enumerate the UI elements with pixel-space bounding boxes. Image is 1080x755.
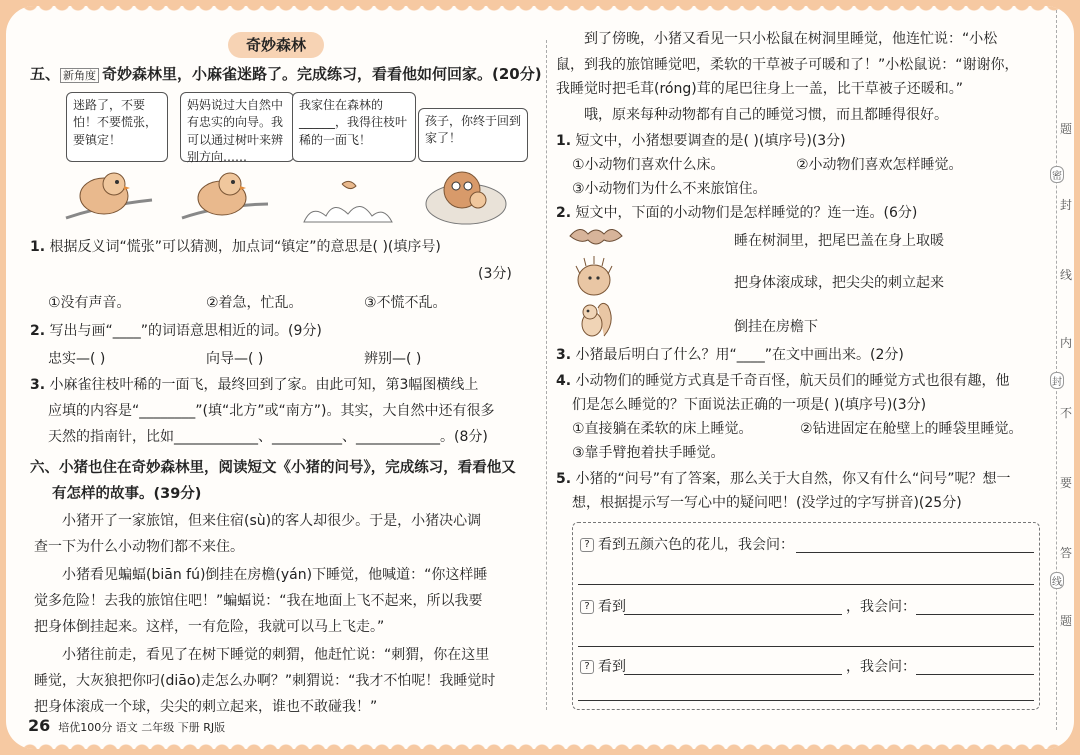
r-q2-item-2: 把身体滚成球，把尖尖的刺立起来 (734, 275, 944, 291)
r-q1: 1. 短文中，小猪想要调查的是( )(填序号)(3分) (556, 133, 846, 149)
side-char-6: 要 (1060, 476, 1073, 490)
r-q1-opt-2: ②小动物们喜欢怎样睡觉。 (796, 157, 963, 173)
answer-line-1b[interactable] (578, 584, 1034, 585)
r-q4-line-1: 小动物们的睡觉方式真是千奇百怪，航天员们的睡觉方式也很有趣，他 (575, 373, 1010, 389)
page-number: 26 (28, 716, 51, 735)
answer-line-3b[interactable] (916, 674, 1034, 675)
box-line-2 (580, 598, 626, 618)
seal-mark-2: 封 (1050, 372, 1064, 389)
r-q1-opt-3: ③小动物们为什么不来旅馆住。 (572, 181, 767, 197)
story-right-line-4: 哦，原来每种动物都有自己的睡觉习惯，而且都睡得很好。 (584, 107, 948, 123)
r-q4-opt-1: ①直接躺在柔软的床上睡觉。 (572, 421, 753, 437)
column-divider (546, 40, 547, 710)
side-char-2: 封 (1060, 198, 1073, 212)
answer-line-3a[interactable] (624, 674, 842, 675)
s5-q3-line-3: 天然的指南针，比如____________、__________、____________。(8分) (48, 429, 488, 445)
box-prompt-2: 看到 (598, 599, 626, 615)
r-q3-text: 小猪最后明白了什么？用“____”在文中画出来。(2分) (575, 347, 904, 363)
r-q4-opt-2: ②钻进固定在舱壁上的睡袋里睡觉。 (800, 421, 1023, 437)
lightbulb-icon: ? (580, 660, 594, 674)
box-line-3 (580, 658, 626, 678)
story-right-line-1: 到了傍晚，小猪又看见一只小松鼠在树洞里睡觉，他连忙说：“小松 (584, 31, 998, 47)
r-q2: 2. 短文中，下面的小动物们是怎样睡觉的？连一连。(6分) (556, 205, 918, 221)
side-char-7: 答 (1060, 546, 1073, 560)
s5-q1-score: (3分) (478, 266, 512, 282)
story-line-3: 小猪看见蝙蝠(biān fú)倒挂在房檐(yán)下睡觉，他喊道：“你这样睡 (62, 567, 488, 583)
side-char-4: 内 (1060, 336, 1073, 350)
s5-q3: 3. 小麻雀往枝叶稀的一面飞，最终回到了家。由此可知，第3幅图横线上 (30, 377, 479, 393)
s5-q3-line-2: 应填的内容是“________”(填“北方”或“南方”)。其实，大自然中还有很多 (48, 403, 495, 419)
speech-bubble-3: 我家住在森林的______，我得往枝叶稀的一面飞！ (292, 92, 416, 162)
r-q2-item-3: 倒挂在房檐下 (734, 319, 818, 335)
s5-q2-item-3[interactable]: 辨别—( ) (364, 351, 422, 367)
answer-line-2c[interactable] (578, 646, 1034, 647)
story-right-line-3: 我睡觉时把毛茸(róng)茸的尾巴往身上一盖，比干草被子还暖和。” (556, 81, 963, 97)
s5-q1-text: 根据反义词“慌张”可以猜测，加点词“镇定”的意思是( )(填序号) (49, 239, 441, 255)
r-q3: 3. 小猪最后明白了什么？用“____”在文中画出来。(2分) (556, 347, 904, 363)
s5-q1-opt-3: ③不慌不乱。 (364, 295, 447, 311)
scallop-border-bottom (6, 737, 1074, 749)
speech-bubble-1: 迷路了，不要怕！不要慌张，要镇定！ (66, 92, 168, 162)
r-q4-opt-3: ③靠手臂抱着扶手睡觉。 (572, 445, 725, 461)
answer-line-2b[interactable] (916, 614, 1034, 615)
answer-line-3c[interactable] (578, 700, 1034, 701)
squirrel-illustration (576, 298, 616, 340)
r-q5: 5. 小猪的“问号”有了答案，那么关于大自然，你又有什么“问号”呢？想一 (556, 471, 1011, 487)
story-line-8: 把身体滚成一个球，尖尖的刺立起来，谁也不敢碰我！” (34, 699, 378, 715)
bush-illustration (298, 170, 398, 228)
r-q4-line-2: 们是怎么睡觉的？下面说法正确的一项是( )(填序号)(3分) (572, 397, 927, 413)
seal-mark-1: 密 (1050, 166, 1064, 183)
speech-bubble-4: 孩子，你终于回到家了！ (418, 108, 528, 162)
r-q5-line-2: 想，根据提示写一写心中的疑问吧！(没学过的字写拼音)(25分) (572, 495, 962, 511)
page-footer (28, 716, 225, 735)
s5-q2-item-2[interactable]: 向导—( ) (206, 351, 264, 367)
side-char-3: 线 (1060, 268, 1073, 282)
s5-q1-opt-1: ①没有声音。 (48, 295, 131, 311)
binding-line (1056, 10, 1057, 730)
side-char-5: 不 (1060, 406, 1073, 420)
scallop-border-top (6, 6, 1074, 18)
answer-line-1a[interactable] (796, 552, 1034, 553)
s5-q1-opt-2: ②着急，忙乱。 (206, 295, 303, 311)
r-q2-item-1: 睡在树洞里，把尾巴盖在身上取暖 (734, 233, 944, 249)
r-q2-text: 短文中，下面的小动物们是怎样睡觉的？连一连。(6分) (575, 205, 918, 221)
box-prompt-2b: ，我会问： (846, 599, 916, 615)
nest-illustration (416, 156, 516, 228)
story-line-7: 睡觉，大灰狼把你叼(diāo)走怎么办啊？”刺猬说：“我才不怕呢！我睡觉时 (34, 673, 496, 689)
box-prompt-1: 看到五颜六色的花儿，我会问： (598, 537, 794, 553)
sec5-heading-text: 奇妙森林里，小麻雀迷路了。完成练习，看看他如何回家。(20分) (102, 65, 542, 83)
box-prompt-3: 看到 (598, 659, 626, 675)
answer-line-2a[interactable] (624, 614, 842, 615)
story-right-line-2: 鼠，到我的旅馆睡觉吧，柔软的干草被子可暖和了！”小松鼠说：“谢谢你， (556, 57, 1019, 73)
side-char-8: 题 (1060, 614, 1073, 628)
s5-q2-item-1[interactable]: 忠实—( ) (48, 351, 106, 367)
hedgehog-illustration (574, 256, 614, 298)
seal-mark-3: 线 (1050, 572, 1064, 589)
speech-bubble-2: 妈妈说过大自然中有忠实的向导。我可以通过树叶来辨别方向…… (180, 92, 294, 162)
s5-q1: 1. 根据反义词“慌张”可以猜测，加点词“镇定”的意思是( )(填序号) (30, 239, 441, 255)
story-line-1: 小猪开了一家旅馆，但来住宿(sù)的客人却很少。于是，小猪决心调 (62, 513, 482, 529)
s5-q2-text: 写出与画“____”的词语意思相近的词。(9分) (49, 323, 322, 339)
story-line-5: 把身体倒挂起来。这样，一有危险，我就可以马上飞走。” (34, 619, 385, 635)
section-badge: 奇妙森林 (228, 32, 324, 58)
sec6-heading-line-1: 六、小猪也住在奇妙森林里，阅读短文《小猪的问号》，完成练习，看看他又 (30, 460, 516, 476)
story-line-2: 查一下为什么小动物们都不来住。 (34, 539, 244, 555)
box-prompt-3b: ，我会问： (846, 659, 916, 675)
footer-text: 培优100分 语文 二年级 下册 RJ版 (58, 721, 226, 734)
new-angle-tag: 新角度 (60, 68, 99, 83)
box-line-1 (580, 536, 794, 556)
sec5-number: 五、 (30, 65, 61, 83)
lightbulb-icon: ? (580, 600, 594, 614)
r-q4: 4. 小动物们的睡觉方式真是千奇百怪，航天员们的睡觉方式也很有趣，他 (556, 373, 1010, 389)
r-q5-line-1: 小猪的“问号”有了答案，那么关于大自然，你又有什么“问号”呢？想一 (575, 471, 1011, 487)
sparrow-illustration-1 (64, 160, 154, 228)
story-line-6: 小猪往前走，看见了在树下睡觉的刺猬，他赶忙说：“刺猬，你在这里 (62, 647, 490, 663)
r-q1-opt-1: ①小动物们喜欢什么床。 (572, 157, 725, 173)
sparrow-illustration-2 (180, 160, 270, 228)
s5-q2: 2. 写出与画“____”的词语意思相近的词。(9分) (30, 323, 322, 339)
s5-q3-line-1: 小麻雀往枝叶稀的一面飞，最终回到了家。由此可知，第3幅图横线上 (49, 377, 479, 393)
sec6-heading-line-2: 有怎样的故事。(39分) (52, 486, 202, 502)
story-line-4: 觉多危险！去我的旅馆住吧！”蝙蝠说：“我在地面上飞不起来，所以我要 (34, 593, 483, 609)
bat-illustration (568, 222, 624, 252)
side-char-1: 题 (1060, 122, 1073, 136)
sec5-heading (30, 64, 542, 85)
r-q1-text: 短文中，小猪想要调查的是( )(填序号)(3分) (575, 133, 846, 149)
lightbulb-icon: ? (580, 538, 594, 552)
